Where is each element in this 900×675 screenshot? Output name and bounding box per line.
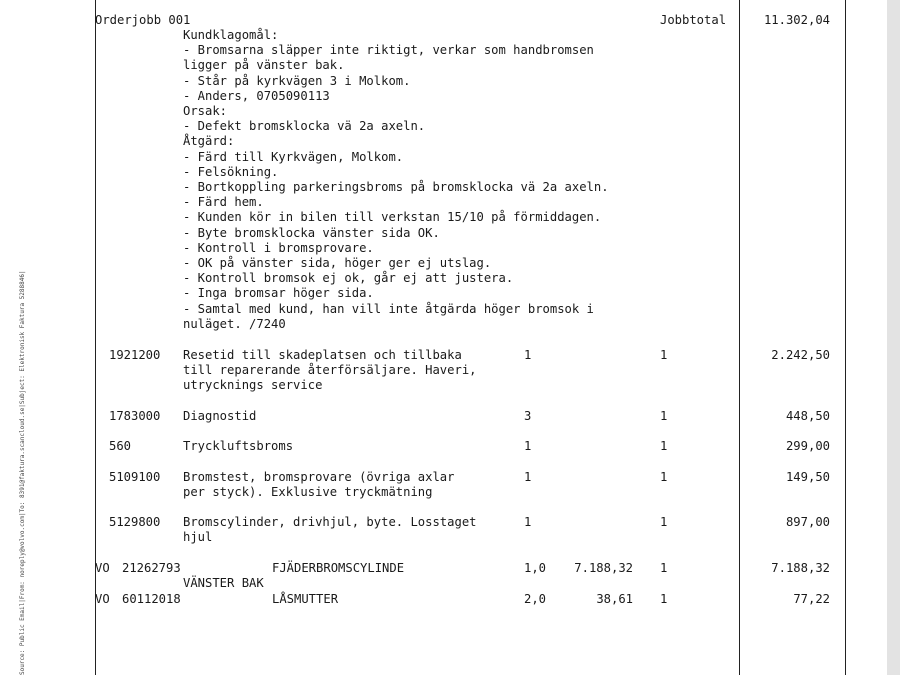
description-line: - Samtal med kund, han vill inte åtgärda höger bromsok i <box>183 301 594 316</box>
line-quantity: 1 <box>524 439 532 453</box>
line-unit: 1 <box>660 348 668 362</box>
job-total-label: Jobbtotal <box>660 13 727 27</box>
line-quantity: 1 <box>524 515 532 529</box>
line-code: 1783000 <box>109 409 161 423</box>
part-price: 38,61 <box>596 592 633 606</box>
order-title: Orderjobb 001 <box>95 13 191 27</box>
part-price: 7.188,32 <box>574 561 633 575</box>
description-line: - Inga bromsar höger sida. <box>183 286 374 301</box>
part-number: 60112018 <box>122 592 181 606</box>
line-code: 560 <box>109 439 132 453</box>
part-prefix: VO <box>95 561 110 575</box>
line-amount: 149,50 <box>785 470 830 484</box>
line-code: 5109100 <box>109 470 161 484</box>
part-name: LÅSMUTTER <box>272 592 339 606</box>
part-unit: 1 <box>660 592 668 606</box>
description-line: - Färd hem. <box>183 195 264 210</box>
line-unit: 1 <box>660 439 668 453</box>
description-line: - Står på kyrkvägen 3 i Molkom. <box>183 73 411 88</box>
line-code: 5129800 <box>109 515 161 529</box>
line-unit: 1 <box>660 470 668 484</box>
description-line: - Felsökning. <box>183 164 279 179</box>
description-line: - Bromsarna släpper inte riktigt, verkar som handbromsen <box>183 43 594 58</box>
part-amount: 7.188,32 <box>771 561 830 575</box>
line-amount: 448,50 <box>785 409 830 423</box>
description-line: - Anders, 0705090113 <box>183 88 330 103</box>
description-line: - Kontroll bromsok ej ok, går ej att justera. <box>183 271 514 286</box>
line-description: Bromscylinder, drivhjul, byte. Losstaget hjul <box>183 515 477 545</box>
line-description: Bromstest, bromsprovare (övriga axlar per styck). Exklusive tryckmätning <box>183 470 455 500</box>
description-line: - OK på vänster sida, höger ger ej utslag. <box>183 256 492 271</box>
part-quantity: 1,0 <box>524 561 547 575</box>
description-line: nuläget. /7240 <box>183 316 286 331</box>
line-description: Diagnostid <box>183 409 257 423</box>
description-line: Orsak: <box>183 104 228 119</box>
description-line: Åtgärd: <box>183 134 235 149</box>
right-border-line <box>845 0 846 675</box>
description-line: ligger på vänster bak. <box>183 58 345 73</box>
line-amount: 2.242,50 <box>771 348 830 362</box>
line-amount: 897,00 <box>785 515 830 529</box>
line-code: 1921200 <box>109 348 161 362</box>
part-amount: 77,22 <box>793 592 830 606</box>
description-line: - Defekt bromsklocka vä 2a axeln. <box>183 119 426 134</box>
line-description: Resetid till skadeplatsen och tillbaka till reparerande återförsäljare. Haveri, utrycknings service <box>183 348 477 393</box>
line-quantity: 1 <box>524 348 532 362</box>
part-unit: 1 <box>660 561 668 575</box>
description-line: - Kontroll i bromsprovare. <box>183 240 374 255</box>
line-quantity: 3 <box>524 409 532 423</box>
line-description: Tryckluftsbroms <box>183 439 294 453</box>
job-total-value: 11.302,04 <box>763 13 830 27</box>
line-quantity: 1 <box>524 470 532 484</box>
part-quantity: 2,0 <box>524 592 547 606</box>
line-unit: 1 <box>660 515 668 529</box>
description-line: Kundklagomål: <box>183 28 279 42</box>
description-line: - Färd till Kyrkvägen, Molkom. <box>183 149 404 164</box>
line-amount: 299,00 <box>785 439 830 453</box>
order-description <box>183 28 609 332</box>
line-unit: 1 <box>660 409 668 423</box>
part-prefix: VO <box>95 592 110 606</box>
side-metadata-text: Source: Public Email|From: noreply@volvo.com|To: 8391@faktura.scancloud.se|Subject: Elektronisk Faktura 5288846| <box>19 270 26 675</box>
description-line: - Kunden kör in bilen till verkstan 15/10 på förmiddagen. <box>183 210 602 225</box>
description-line: - Byte bromsklocka vänster sida OK. <box>183 225 440 240</box>
description-line: - Bortkoppling parkeringsbroms på bromsklocka vä 2a axeln. <box>183 180 609 195</box>
part-name: FJÄDERBROMSCYLINDE <box>272 561 405 575</box>
part-subname: VÄNSTER BAK <box>183 576 264 590</box>
part-number: 21262793 <box>122 561 181 575</box>
